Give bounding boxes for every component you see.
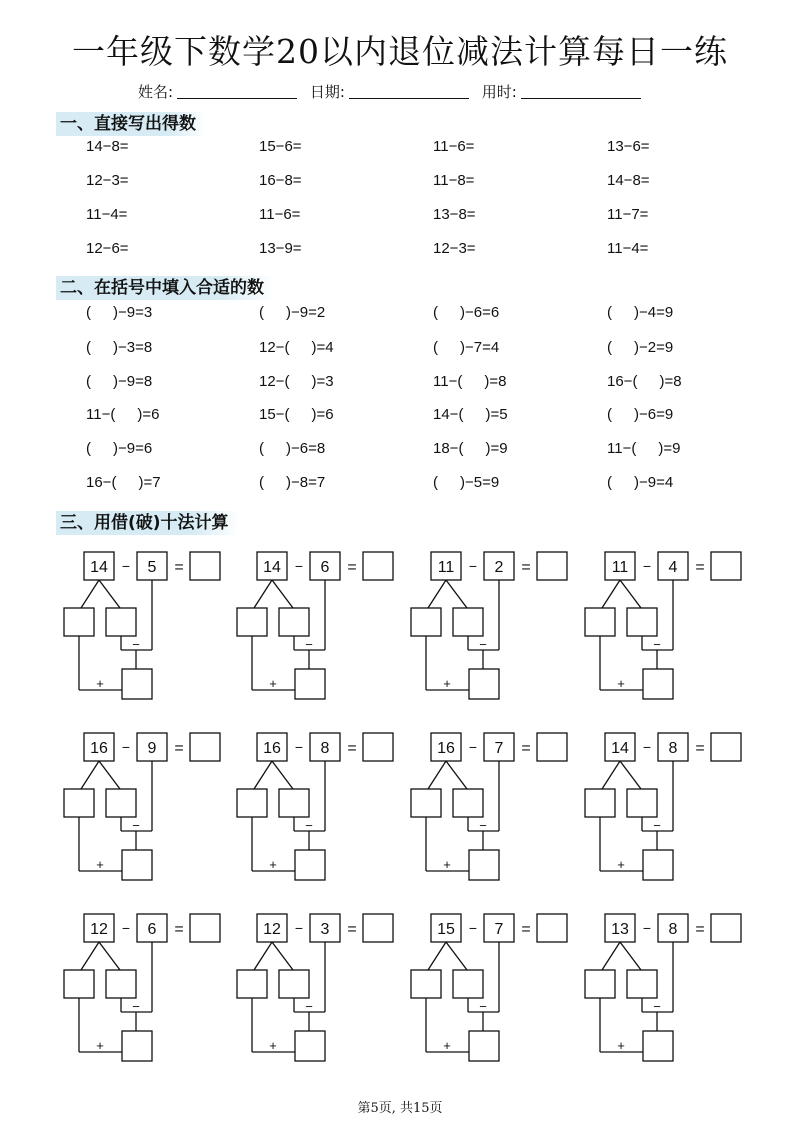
minus-sign: −: [479, 818, 487, 833]
minus-sign: −: [132, 637, 140, 652]
plus-sign: +: [617, 676, 625, 691]
minus-sign: −: [479, 999, 487, 1014]
fill-blank-right: )−9=3: [113, 304, 153, 321]
equals-sign: =: [695, 921, 705, 938]
fill-blank-left: (: [86, 339, 91, 356]
minus-sign: −: [468, 739, 478, 755]
direct-calc-problem: 13−8=: [433, 206, 476, 223]
fill-blank-left: 18−(: [433, 440, 464, 457]
equals-sign: =: [521, 559, 531, 576]
fill-blank-right: )=6: [311, 406, 334, 423]
section3-heading: 三、用借(破)十法计算: [56, 511, 239, 535]
minus-sign: −: [468, 558, 478, 574]
branch-line-right: [99, 761, 120, 789]
subtrahend-number: 2: [494, 559, 504, 576]
branch-line-left: [602, 942, 620, 970]
result-box[interactable]: [363, 733, 393, 761]
difference-box[interactable]: [643, 669, 673, 699]
branch-line-left: [602, 580, 620, 608]
split-box-ten[interactable]: [411, 608, 441, 636]
branch-line-left: [428, 761, 446, 789]
direct-calc-problem: 15−6=: [259, 138, 302, 155]
direct-calc-problem: 12−3=: [86, 172, 129, 189]
result-box[interactable]: [190, 552, 220, 580]
plus-sign: +: [269, 1038, 277, 1053]
direct-calc-problem: 11−4=: [607, 240, 649, 257]
branch-line-right: [446, 580, 467, 608]
plus-sign: +: [269, 676, 277, 691]
direct-calc-problem: 11−8=: [433, 172, 475, 189]
difference-box[interactable]: [122, 850, 152, 880]
split-box-ones[interactable]: [627, 789, 657, 817]
result-box[interactable]: [537, 552, 567, 580]
fill-blank-right: )=7: [138, 474, 161, 491]
split-box-ten[interactable]: [64, 608, 94, 636]
direct-calc-problem: 16−8=: [259, 172, 302, 189]
subtrahend-number: 7: [494, 740, 504, 757]
minuend-number: 13: [611, 921, 629, 938]
branch-line-left: [602, 761, 620, 789]
minuend-number: 16: [437, 740, 455, 757]
branch-line-left: [428, 580, 446, 608]
fill-blank-left: (: [86, 440, 91, 457]
minuend-number: 14: [90, 559, 108, 576]
result-box[interactable]: [711, 914, 741, 942]
fill-blank-right: )−6=8: [286, 440, 326, 457]
difference-box[interactable]: [122, 1031, 152, 1061]
difference-box[interactable]: [295, 850, 325, 880]
split-box-ones[interactable]: [279, 789, 309, 817]
plus-sign: +: [443, 857, 451, 872]
fill-blank-right: )−9=8: [113, 373, 153, 390]
fill-blank-left: 11−(: [86, 406, 116, 423]
section2-heading: 二、在括号中填入合适的数: [56, 276, 274, 300]
split-box-ten[interactable]: [237, 970, 267, 998]
branch-line-right: [620, 580, 641, 608]
fill-blank-right: )−6=9: [634, 406, 674, 423]
minus-sign: −: [121, 739, 131, 755]
fill-blank-right: )−2=9: [634, 339, 674, 356]
split-box-ten[interactable]: [585, 789, 615, 817]
subtrahend-number: 8: [668, 921, 678, 938]
fill-blank-left: 15−(: [259, 406, 290, 423]
fill-blank-right: )=4: [311, 339, 334, 356]
difference-box[interactable]: [643, 850, 673, 880]
fill-blank-right: )−9=6: [113, 440, 153, 457]
minus-sign: −: [294, 558, 304, 574]
equals-sign: =: [695, 559, 705, 576]
split-box-ones[interactable]: [106, 608, 136, 636]
minuend-number: 16: [263, 740, 281, 757]
direct-calc-problem: 12−6=: [86, 240, 129, 257]
equals-sign: =: [347, 921, 357, 938]
fill-blank-left: 14−(: [433, 406, 464, 423]
difference-box[interactable]: [469, 669, 499, 699]
fill-blank-left: (: [86, 304, 91, 321]
direct-calc-problem: 14−8=: [607, 172, 650, 189]
branch-line-left: [81, 942, 99, 970]
fill-blank-right: )=8: [659, 373, 682, 390]
fill-blank-left: (: [607, 474, 612, 491]
result-box[interactable]: [190, 914, 220, 942]
fill-blank-right: )=6: [137, 406, 160, 423]
page-title: 一年级下数学20以内退位减法计算每日一练: [72, 32, 728, 71]
fill-blank-left: (: [433, 474, 438, 491]
fill-blank-right: )−7=4: [460, 339, 500, 356]
minuend-number: 11: [437, 559, 455, 576]
fill-blank-left: (: [259, 474, 264, 491]
fill-blank-right: )−3=8: [113, 339, 153, 356]
fill-blank-right: )−5=9: [460, 474, 500, 491]
minuend-number: 15: [437, 921, 455, 938]
minus-sign: −: [642, 920, 652, 936]
branch-line-left: [81, 580, 99, 608]
date-label: 日期:: [309, 83, 345, 101]
direct-calc-problem: 11−7=: [607, 206, 649, 223]
result-box[interactable]: [537, 914, 567, 942]
subtrahend-number: 6: [320, 559, 330, 576]
split-box-ones[interactable]: [106, 970, 136, 998]
plus-sign: +: [269, 857, 277, 872]
fill-blank-right: )−9=4: [634, 474, 674, 491]
split-box-ones[interactable]: [279, 608, 309, 636]
subtrahend-number: 7: [494, 921, 504, 938]
fill-blank-right: )=5: [485, 406, 508, 423]
difference-box[interactable]: [643, 1031, 673, 1061]
equals-sign: =: [347, 559, 357, 576]
minuend-number: 16: [90, 740, 108, 757]
minuend-number: 14: [263, 559, 281, 576]
equals-sign: =: [174, 559, 184, 576]
split-box-ones[interactable]: [279, 970, 309, 998]
subtrahend-number: 9: [147, 740, 157, 757]
equals-sign: =: [174, 921, 184, 938]
split-box-ten[interactable]: [64, 970, 94, 998]
equals-sign: =: [521, 740, 531, 757]
plus-sign: +: [443, 676, 451, 691]
direct-calc-problem: 11−4=: [86, 206, 128, 223]
equals-sign: =: [174, 740, 184, 757]
minus-sign: −: [305, 999, 313, 1014]
minus-sign: −: [653, 637, 661, 652]
split-box-ten[interactable]: [585, 970, 615, 998]
section1-heading: 一、直接写出得数: [56, 112, 206, 136]
minus-sign: −: [132, 999, 140, 1014]
fill-blank-left: 11−(: [433, 373, 463, 390]
result-box[interactable]: [537, 733, 567, 761]
difference-box[interactable]: [469, 1031, 499, 1061]
subtrahend-number: 4: [668, 559, 678, 576]
minus-sign: −: [294, 739, 304, 755]
equals-sign: =: [347, 740, 357, 757]
minus-sign: −: [121, 920, 131, 936]
minus-sign: −: [642, 739, 652, 755]
direct-calc-problem: 12−3=: [433, 240, 476, 257]
split-box-ten[interactable]: [237, 608, 267, 636]
split-box-ten[interactable]: [411, 789, 441, 817]
fill-blank-right: )=3: [311, 373, 334, 390]
fill-blank-left: 16−(: [607, 373, 638, 390]
fill-blank-left: 11−(: [607, 440, 637, 457]
fill-blank-left: 16−(: [86, 474, 117, 491]
subtrahend-number: 8: [668, 740, 678, 757]
direct-calc-problem: 14−8=: [86, 138, 129, 155]
split-box-ones[interactable]: [627, 970, 657, 998]
fill-blank-right: )−8=7: [286, 474, 326, 491]
difference-box[interactable]: [295, 1031, 325, 1061]
minuend-number: 12: [90, 921, 108, 938]
fill-blank-left: (: [607, 339, 612, 356]
result-box[interactable]: [363, 914, 393, 942]
result-box[interactable]: [711, 733, 741, 761]
difference-box[interactable]: [469, 850, 499, 880]
minuend-number: 12: [263, 921, 281, 938]
minus-sign: −: [305, 637, 313, 652]
fill-blank-left: 12−(: [259, 339, 290, 356]
split-box-ones[interactable]: [453, 789, 483, 817]
branch-line-right: [620, 942, 641, 970]
fill-blank-left: (: [433, 304, 438, 321]
branch-line-left: [254, 761, 272, 789]
fill-blank-left: (: [86, 373, 91, 390]
split-box-ten[interactable]: [237, 789, 267, 817]
branch-line-right: [620, 761, 641, 789]
subtrahend-number: 8: [320, 740, 330, 757]
fill-blank-left: (: [607, 304, 612, 321]
time-label: 用时:: [481, 83, 517, 101]
minus-sign: −: [479, 637, 487, 652]
minus-sign: −: [642, 558, 652, 574]
minus-sign: −: [132, 818, 140, 833]
fill-blank-right: )−6=6: [460, 304, 500, 321]
minus-sign: −: [294, 920, 304, 936]
minus-sign: −: [305, 818, 313, 833]
branch-line-left: [428, 942, 446, 970]
fill-blank-right: )=8: [484, 373, 507, 390]
subtrahend-number: 5: [147, 559, 157, 576]
branch-line-right: [272, 942, 293, 970]
fill-blank-right: )=9: [485, 440, 508, 457]
branch-line-right: [446, 942, 467, 970]
direct-calc-problem: 11−6=: [433, 138, 475, 155]
fill-blank-left: (: [259, 304, 264, 321]
fill-blank-right: )−4=9: [634, 304, 674, 321]
fill-blank-left: (: [607, 406, 612, 423]
branch-line-left: [254, 942, 272, 970]
branch-line-left: [81, 761, 99, 789]
split-box-ones[interactable]: [453, 970, 483, 998]
plus-sign: +: [96, 857, 104, 872]
minus-sign: −: [121, 558, 131, 574]
branch-line-left: [254, 580, 272, 608]
plus-sign: +: [617, 1038, 625, 1053]
split-box-ten[interactable]: [585, 608, 615, 636]
split-box-ones[interactable]: [453, 608, 483, 636]
difference-box[interactable]: [122, 669, 152, 699]
branch-line-right: [99, 580, 120, 608]
result-box[interactable]: [363, 552, 393, 580]
result-box[interactable]: [190, 733, 220, 761]
minuend-number: 14: [611, 740, 629, 757]
minus-sign: −: [468, 920, 478, 936]
equals-sign: =: [695, 740, 705, 757]
minuend-number: 11: [611, 559, 629, 576]
subtrahend-number: 6: [147, 921, 157, 938]
plus-sign: +: [443, 1038, 451, 1053]
difference-box[interactable]: [295, 669, 325, 699]
subtrahend-number: 3: [320, 921, 330, 938]
plus-sign: +: [617, 857, 625, 872]
fill-blank-right: )=9: [658, 440, 681, 457]
minus-sign: −: [653, 818, 661, 833]
branch-line-right: [446, 761, 467, 789]
branch-line-right: [272, 580, 293, 608]
minus-sign: −: [653, 999, 661, 1014]
fill-blank-right: )−9=2: [286, 304, 326, 321]
direct-calc-problem: 13−9=: [259, 240, 302, 257]
split-box-ones[interactable]: [627, 608, 657, 636]
branch-line-right: [99, 942, 120, 970]
fill-blank-left: (: [433, 339, 438, 356]
direct-calc-problem: 11−6=: [259, 206, 301, 223]
plus-sign: +: [96, 676, 104, 691]
equals-sign: =: [521, 921, 531, 938]
fill-blank-left: (: [259, 440, 264, 457]
split-box-ones[interactable]: [106, 789, 136, 817]
split-box-ten[interactable]: [64, 789, 94, 817]
page-footer: 第5页, 共15页: [357, 1101, 443, 1116]
result-box[interactable]: [711, 552, 741, 580]
fill-blank-left: 12−(: [259, 373, 290, 390]
direct-calc-problem: 13−6=: [607, 138, 650, 155]
plus-sign: +: [96, 1038, 104, 1053]
name-label: 姓名:: [138, 83, 174, 101]
branch-line-right: [272, 761, 293, 789]
split-box-ten[interactable]: [411, 970, 441, 998]
